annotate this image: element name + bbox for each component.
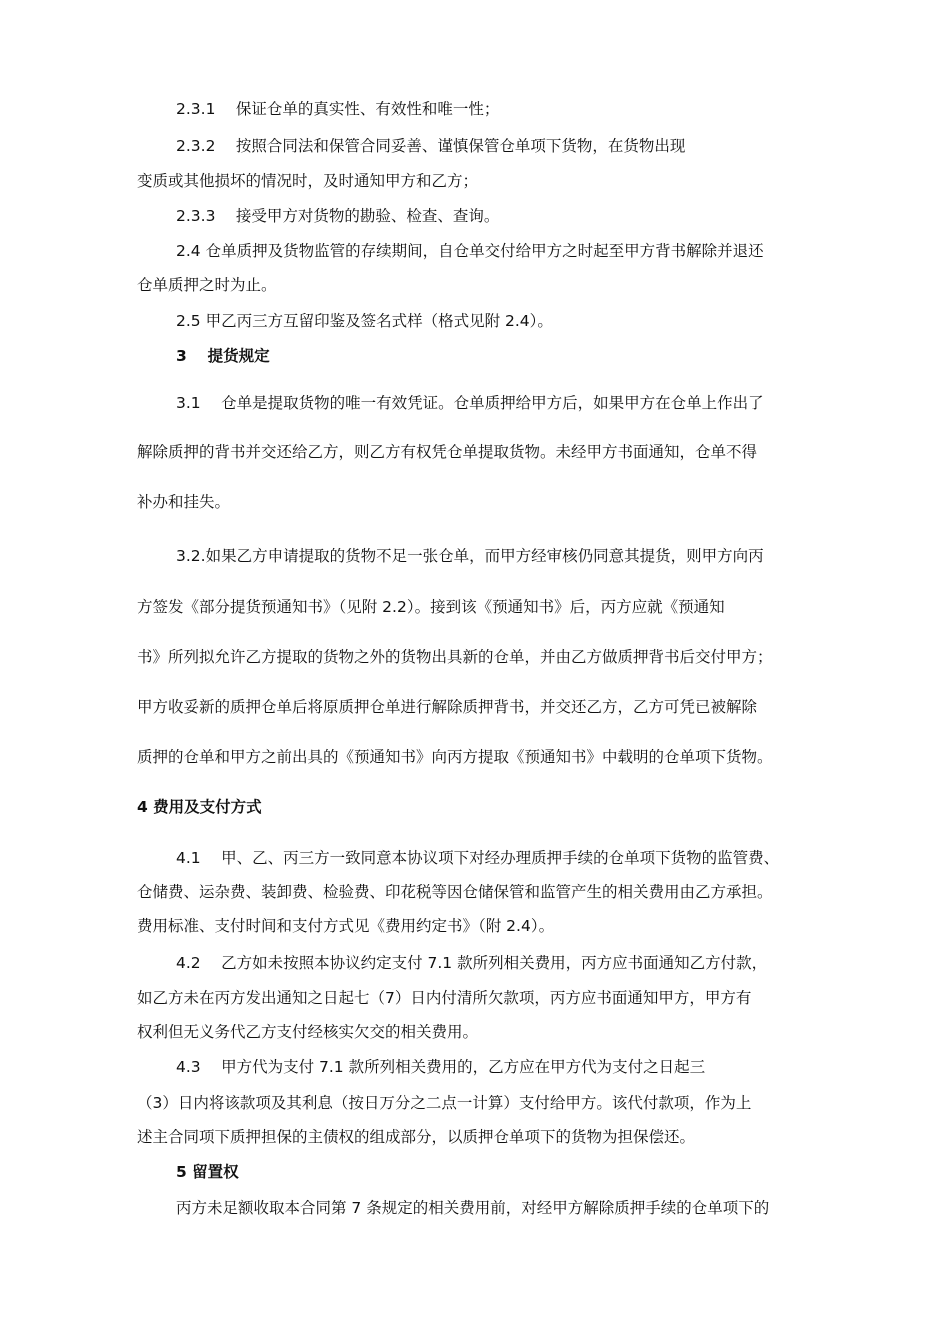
clause-2-4: 2.4 仓单质押及货物监管的存续期间，自仓单交付给甲方之时起至甲方背书解除并退还 — [176, 242, 764, 260]
section-heading-5: 5 留置权 — [176, 1163, 239, 1181]
clause-2-3-2: 2.3.2 按照合同法和保管合同妥善、谨慎保管仓单项下货物，在货物出现 — [176, 137, 686, 155]
clause-4-1: 4.1 甲、乙、丙三方一致同意本协议项下对经办理质押手续的仓单项下货物的监管费、 — [176, 849, 780, 867]
clause-3-1-cont-2: 补办和挂失。 — [137, 493, 231, 511]
clause-4-1-cont-2: 费用标准、支付时间和支付方式见《费用约定书》（附 2.4）。 — [137, 917, 555, 935]
clause-3-2: 3.2.如果乙方申请提取的货物不足一张仓单，而甲方经审核仍同意其提货，则甲方向丙 — [176, 547, 764, 565]
clause-2-3-2-cont: 变质或其他损坏的情况时，及时通知甲方和乙方； — [137, 172, 479, 190]
clause-3-1: 3.1 仓单是提取货物的唯一有效凭证。仓单质押给甲方后，如果甲方在仓单上作出了 — [176, 394, 764, 412]
clause-2-3-3: 2.3.3 接受甲方对货物的勘验、检查、查询。 — [176, 207, 500, 225]
clause-3-2-cont-4: 质押的仓单和甲方之前出具的《预通知书》向丙方提取《预通知书》中载明的仓单项下货物。 — [137, 748, 773, 766]
clause-2-5: 2.5 甲乙丙三方互留印鉴及签名式样（格式见附 2.4）。 — [176, 312, 553, 330]
section-heading-3: 3 提货规定 — [176, 347, 270, 365]
clause-3-2-cont-3: 甲方收妥新的质押仓单后将原质押仓单进行解除质押背书，并交还乙方，乙方可凭已被解除 — [137, 698, 758, 716]
clause-4-3: 4.3 甲方代为支付 7.1 款所列相关费用的，乙方应在甲方代为支付之日起三 — [176, 1058, 706, 1076]
clause-4-3-cont-1: （3）日内将该款项及其利息（按日万分之二点一计算）支付给甲方。该代付款项，作为上 — [137, 1094, 752, 1112]
clause-2-4-cont: 仓单质押之时为止。 — [137, 276, 277, 294]
clause-4-1-cont-1: 仓储费、运杂费、装卸费、检验费、印花税等因仓储保管和监管产生的相关费用由乙方承担。 — [137, 883, 773, 901]
clause-2-3-1: 2.3.1 保证仓单的真实性、有效性和唯一性； — [176, 100, 500, 118]
clause-3-2-cont-1: 方签发《部分提货预通知书》（见附 2.2）。接到该《预通知书》后，丙方应就《预通知 — [137, 598, 725, 616]
clause-3-1-cont-1: 解除质押的背书并交还给乙方，则乙方有权凭仓单提取货物。未经甲方书面通知，仓单不得 — [137, 443, 758, 461]
clause-4-3-cont-2: 述主合同项下质押担保的主债权的组成部分，以质押仓单项下的货物为担保偿还。 — [137, 1128, 696, 1146]
clause-4-2-cont-1: 如乙方未在丙方发出通知之日起七（7）日内付清所欠款项，丙方应书面通知甲方，甲方有 — [137, 989, 752, 1007]
section-heading-4: 4 费用及支付方式 — [137, 798, 262, 816]
clause-3-2-cont-2: 书》所列拟允许乙方提取的货物之外的货物出具新的仓单，并由乙方做质押背书后交付甲方； — [137, 648, 773, 666]
clause-4-2-cont-2: 权利但无义务代乙方支付经核实欠交的相关费用。 — [137, 1023, 479, 1041]
clause-5-text: 丙方未足额收取本合同第 7 条规定的相关费用前，对经甲方解除质押手续的仓单项下的 — [176, 1199, 770, 1217]
clause-4-2: 4.2 乙方如未按照本协议约定支付 7.1 款所列相关费用，丙方应书面通知乙方付款， — [176, 954, 768, 972]
